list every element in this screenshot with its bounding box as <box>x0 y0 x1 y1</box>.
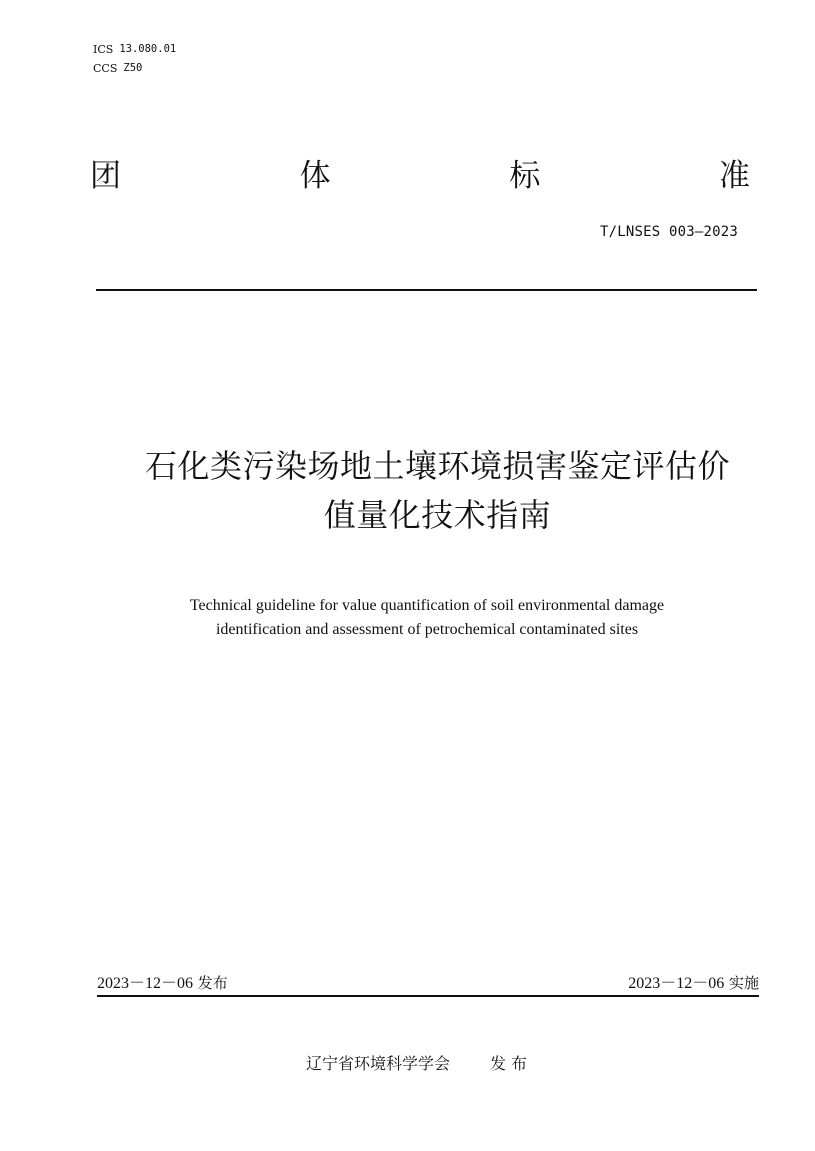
standard-type-char: 体 <box>299 158 331 194</box>
implement-date-block <box>628 970 759 996</box>
top-divider <box>96 289 757 291</box>
ics-label: ICS <box>93 43 114 56</box>
release-date: 2023－12－06 <box>97 975 194 992</box>
ics-value: 13.080.01 <box>119 43 177 55</box>
release-label: 发布 <box>197 974 228 992</box>
release-date-block <box>97 970 228 996</box>
publisher <box>0 1052 815 1076</box>
implement-date: 2023－12－06 <box>628 975 725 992</box>
implement-label: 实施 <box>728 974 759 992</box>
title-zh-line-2: 值量化技术指南 <box>323 496 552 534</box>
title-en-line-2: identification and assessment of petrochemical contaminated sites <box>215 621 639 638</box>
ccs-label: CCS <box>93 62 118 75</box>
title-zh-line-1: 石化类污染场地土壤环境损害鉴定评估价 <box>144 447 730 485</box>
ccs-value: Z50 <box>123 62 143 74</box>
document-title-zh <box>60 442 815 540</box>
document-title-en <box>40 594 814 642</box>
date-row <box>97 970 759 996</box>
ics-code <box>93 40 176 59</box>
standard-number: T/LNSES 003—2023 <box>599 224 738 240</box>
standard-type-heading <box>90 154 750 198</box>
publisher-action: 发 布 <box>489 1054 528 1073</box>
standard-type-char: 准 <box>718 158 750 194</box>
standard-type-char: 团 <box>90 158 121 194</box>
ccs-code <box>93 59 176 78</box>
title-en-line-1: Technical guideline for value quantification of soil environmental damage <box>189 597 665 614</box>
publisher-name: 辽宁省环境科学学会 <box>305 1054 450 1073</box>
classification-codes <box>93 40 176 78</box>
standard-type-char: 标 <box>509 158 541 194</box>
bottom-divider <box>97 995 759 997</box>
